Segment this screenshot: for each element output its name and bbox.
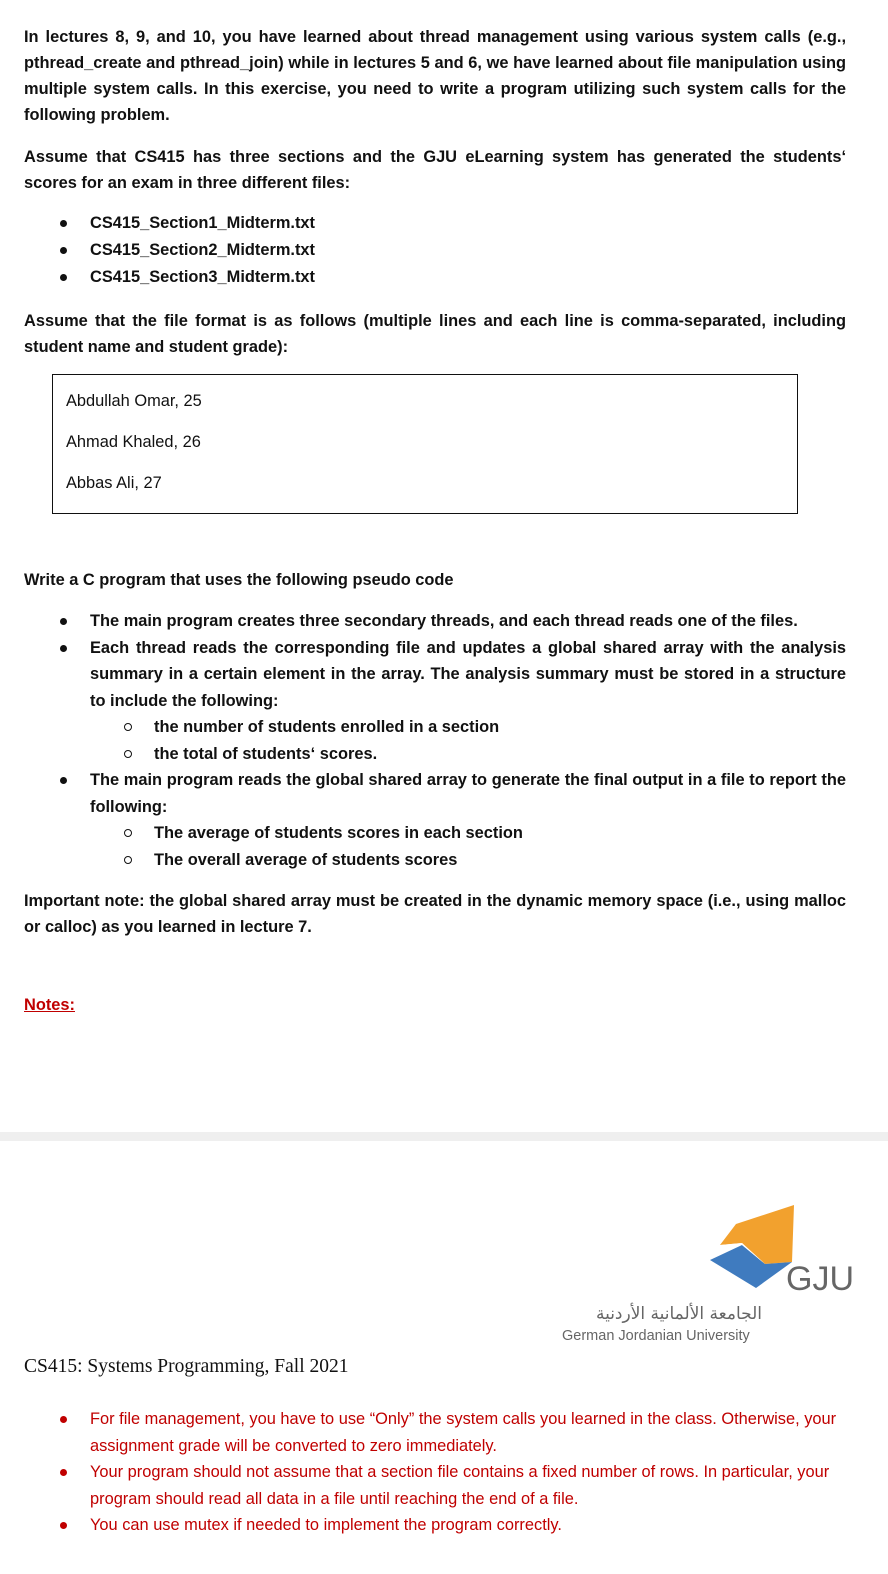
format-paragraph: Assume that the file format is as follows (multiple lines and each line is comma-separated, including student name and student grade): xyxy=(24,312,846,356)
sub-item: the number of students enrolled in a section xyxy=(90,714,846,741)
file-item: CS415_Section2_Midterm.txt xyxy=(56,237,846,264)
notes-list xyxy=(56,1406,846,1539)
sub-list xyxy=(90,820,846,873)
list-item xyxy=(56,767,846,873)
note-item: You can use mutex if needed to implement the program correctly. xyxy=(56,1512,846,1539)
sub-item: The overall average of students scores xyxy=(90,847,846,874)
pseudo-code-list xyxy=(56,608,846,873)
sample-line: Ahmad Khaled, 26 xyxy=(66,433,201,451)
note-item: For file management, you have to use “Only” the system calls you learned in the class. Otherwise, your assignment grade will be converted to zero immediately. xyxy=(56,1406,846,1459)
file-list xyxy=(56,210,846,291)
important-note: Important note: the global shared array must be created in the dynamic memory space (i.e., using malloc or calloc) as you learned in lecture 7. xyxy=(24,892,846,936)
logo-text: GJU xyxy=(786,1260,854,1298)
step-text: Each thread reads the corresponding file and updates a global shared array with the analysis summary in a certain element in the array. The analysis summary must be stored in a structure to include the following: xyxy=(90,638,846,710)
task-intro: Write a C program that uses the following pseudo code xyxy=(24,571,454,589)
logo-arabic-text: الجامعة الألمانية الأردنية xyxy=(595,1304,762,1324)
sample-line: Abbas Ali, 27 xyxy=(66,474,162,492)
file-item: CS415_Section3_Midterm.txt xyxy=(56,264,846,291)
sub-item: the total of students‘ scores. xyxy=(90,741,846,768)
logo-english-text: German Jordanian University xyxy=(562,1328,750,1344)
step-text: The main program reads the global shared array to generate the final output in a file to report the following: xyxy=(90,771,846,816)
course-title: CS415: Systems Programming, Fall 2021 xyxy=(24,1356,349,1377)
note-item: Your program should not assume that a section file contains a fixed number of rows. In particular, your program should read all data in a file until reaching the end of a file. xyxy=(56,1459,846,1512)
notes-heading: Notes: xyxy=(24,996,75,1014)
step-text: The main program creates three secondary threads, and each thread reads one of the files. xyxy=(90,612,798,630)
sample-file-box xyxy=(52,374,798,514)
page-separator xyxy=(0,1132,888,1141)
file-item: CS415_Section1_Midterm.txt xyxy=(56,210,846,237)
sub-item: The average of students scores in each section xyxy=(90,820,846,847)
list-item xyxy=(56,608,846,635)
sample-line: Abdullah Omar, 25 xyxy=(66,392,202,410)
list-item xyxy=(56,635,846,768)
sub-list xyxy=(90,714,846,767)
intro-paragraph: In lectures 8, 9, and 10, you have learned about thread management using various system calls (e.g., pthread_create and pthread_join) while in lectures 5 and 6, we have learned about file manipulation using multiple system calls. In this exercise, you need to write a program utilizing such system calls for the following problem. xyxy=(24,28,846,124)
assumption-paragraph: Assume that CS415 has three sections and the GJU eLearning system has generated the students‘ scores for an exam in three different files: xyxy=(24,148,846,192)
